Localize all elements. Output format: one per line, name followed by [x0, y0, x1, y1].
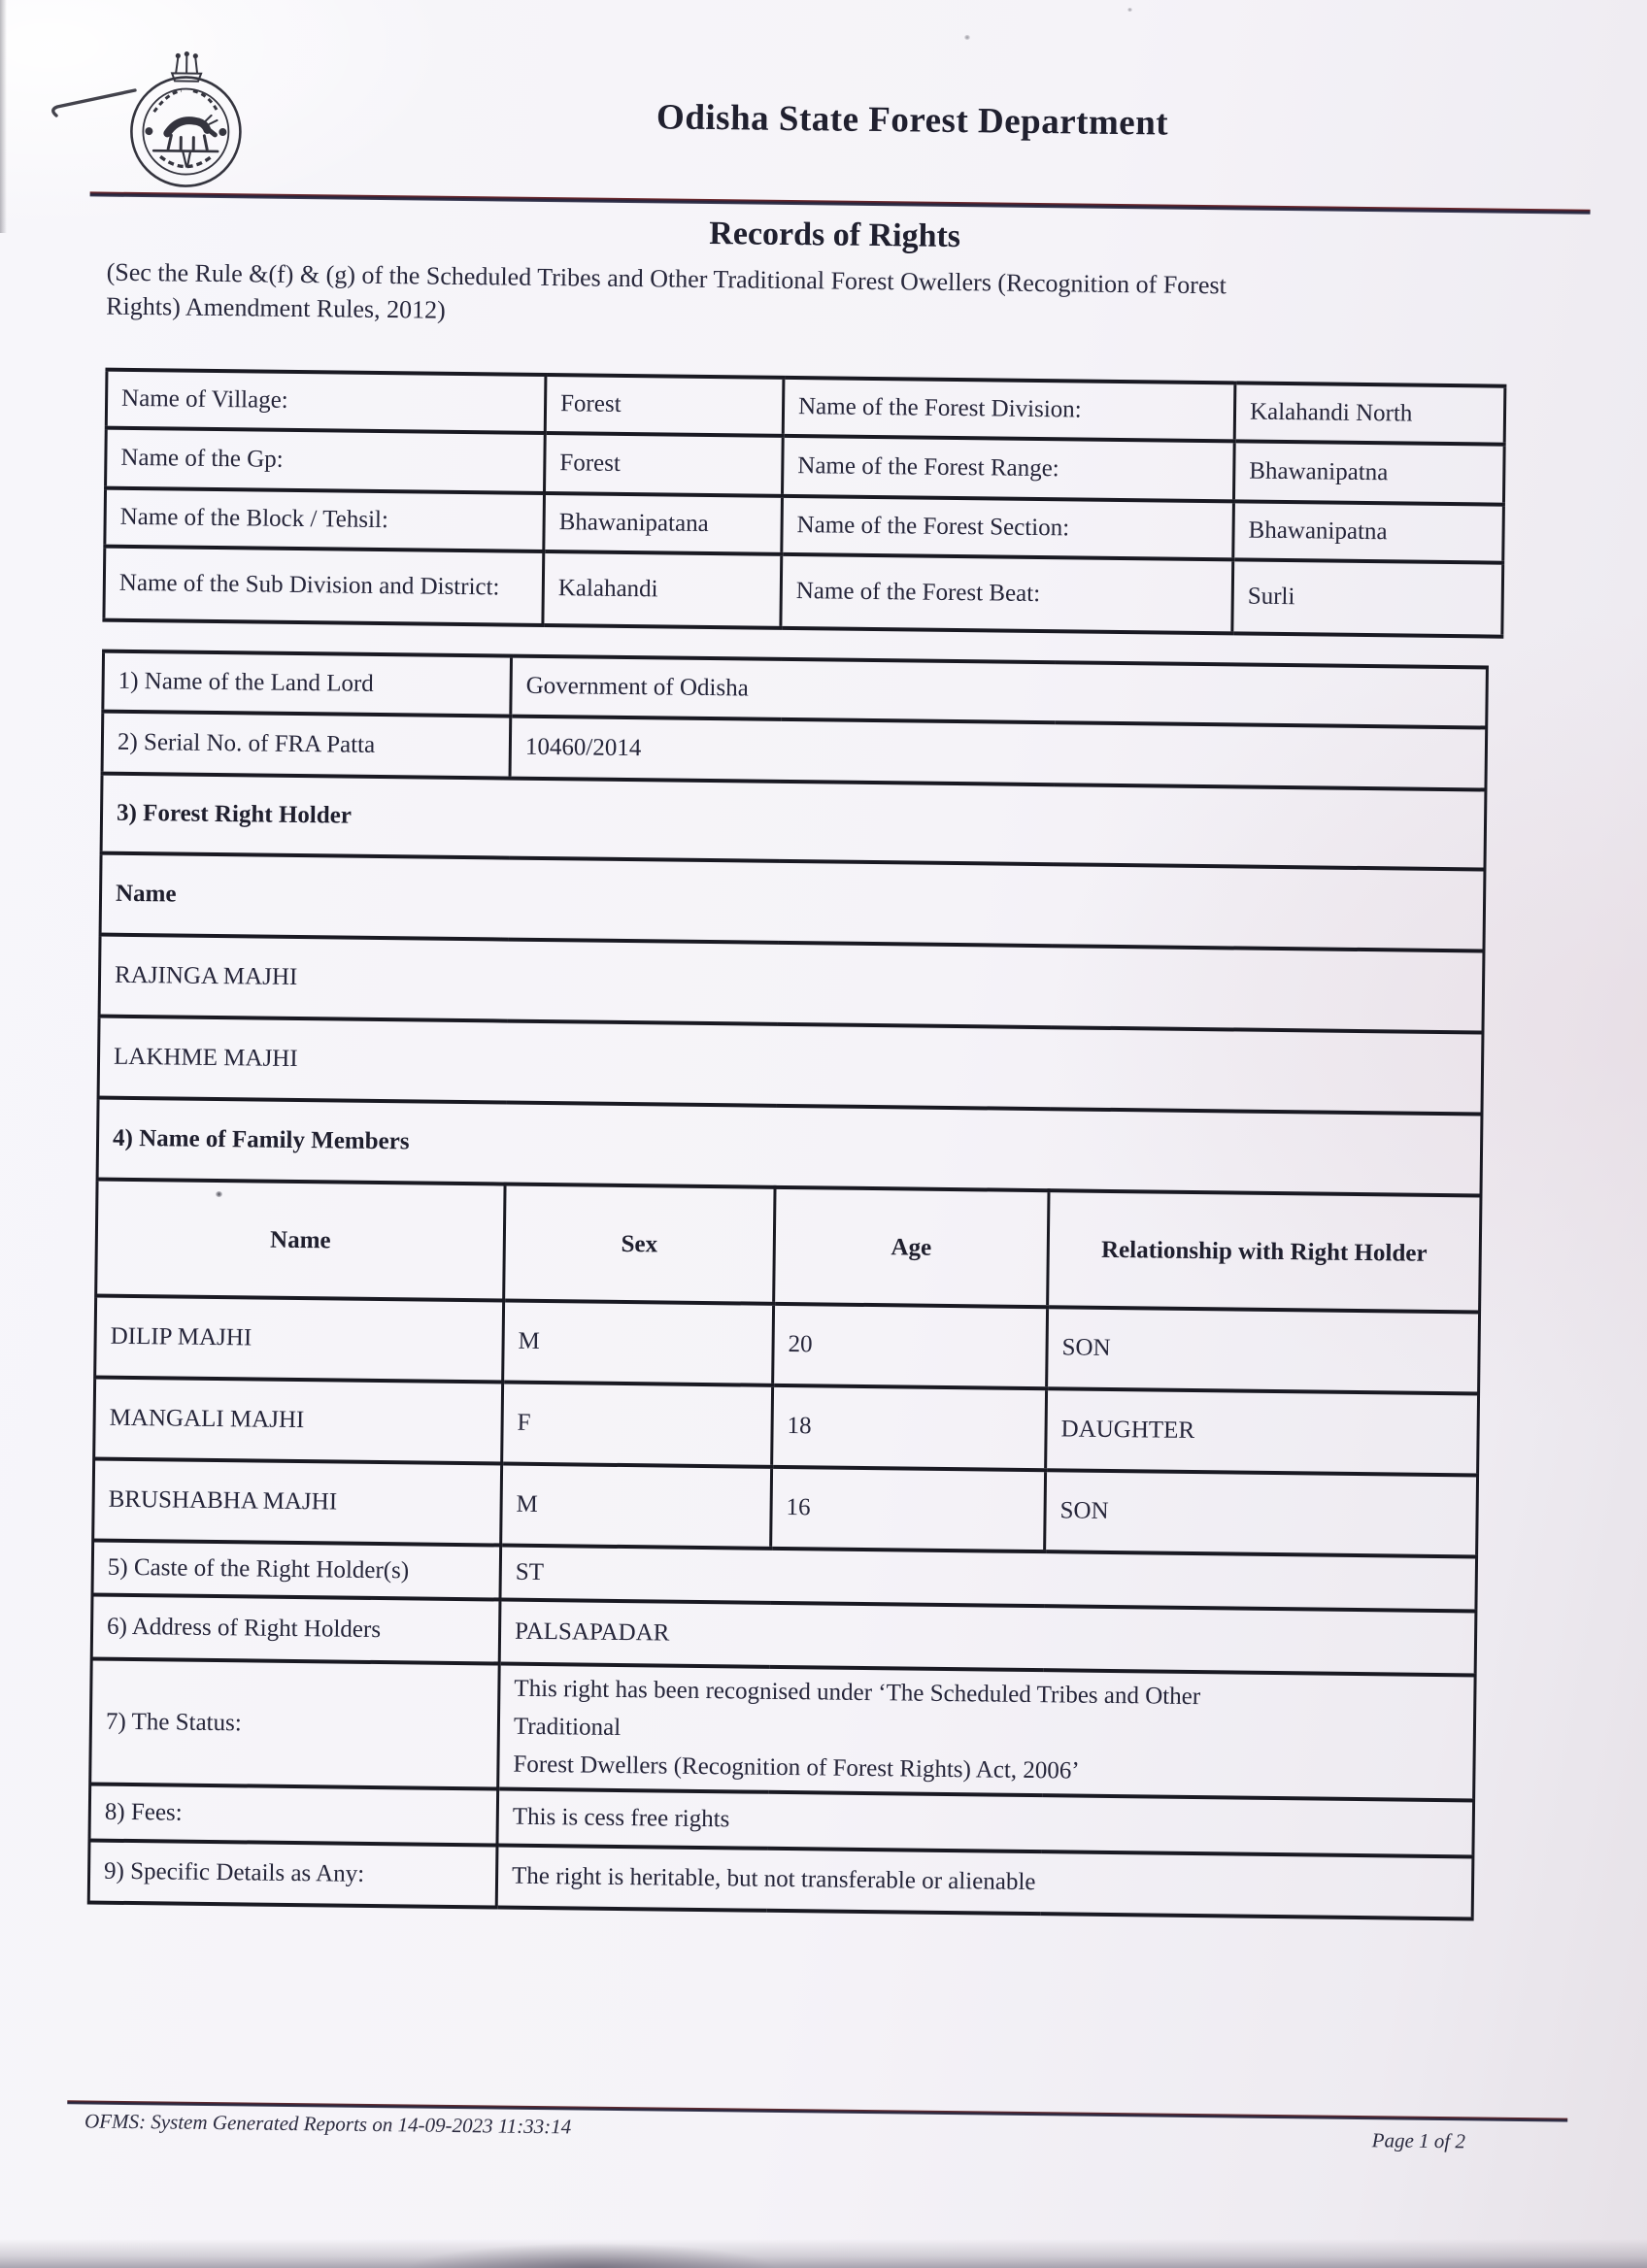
cell-label: Name of the Gp:: [106, 428, 546, 493]
cell-label: Name of the Forest Division:: [783, 378, 1235, 442]
cell-value: Forest: [545, 433, 784, 496]
cell-label: Name of the Forest Beat:: [781, 554, 1233, 634]
document-subtitle: [106, 255, 1534, 340]
table-row: [104, 547, 1503, 637]
cell-label: 9) Specific Details as Any:: [88, 1841, 497, 1908]
section-heading-forest-right-holder: 3) Forest Right Holder: [101, 774, 1486, 870]
scan-speck: [216, 1191, 222, 1197]
member-name: BRUSHABHA MAJHI: [93, 1459, 502, 1546]
family-table-header-row: [96, 1180, 1481, 1313]
member-relationship: SON: [1045, 1470, 1478, 1556]
cell-value: Surli: [1232, 559, 1503, 636]
status-line: Forest Dwellers (Recognition of Forest Rights) Act, 2006’: [513, 1751, 1080, 1784]
holder-name: LAKHME MAJHI: [98, 1017, 1483, 1115]
member-relationship: SON: [1047, 1307, 1480, 1393]
header-rule: [90, 191, 1591, 214]
member-age: 20: [773, 1304, 1048, 1388]
holder-name-header: Name: [100, 853, 1485, 951]
rights-table: [87, 650, 1489, 1921]
member-name: MANGALI MAJHI: [94, 1378, 503, 1464]
member-name: DILIP MAJHI: [95, 1296, 504, 1383]
cell-label: Name of the Block / Tehsil:: [105, 488, 545, 551]
cell-value: Government of Odisha: [511, 656, 1488, 728]
cell-label: 2) Serial No. of FRA Patta: [102, 712, 511, 779]
cell-value: Kalahandi North: [1234, 383, 1505, 444]
cell-value: Kalahandi: [543, 551, 782, 628]
scan-edge-shadow: [0, 0, 7, 233]
member-sex: F: [502, 1383, 773, 1467]
cell-label: Name of the Forest Range:: [782, 436, 1234, 502]
location-table: [102, 368, 1506, 639]
cell-value: The right is heritable, but not transferable or alienable: [496, 1845, 1473, 1918]
member-sex: M: [503, 1301, 774, 1385]
cell-label: Name of Village:: [106, 370, 546, 433]
cell-label: 1) Name of the Land Lord: [103, 651, 512, 717]
member-relationship: DAUGHTER: [1046, 1388, 1479, 1475]
column-header-age: Age: [774, 1187, 1049, 1307]
table-row: [90, 1659, 1475, 1801]
cell-label: 5) Caste of the Right Holder(s): [92, 1541, 501, 1600]
member-age: 18: [772, 1385, 1047, 1470]
cell-value: Forest: [545, 375, 784, 436]
status-line: This right has been recognised under ‘The Scheduled Tribes and Other: [514, 1675, 1201, 1711]
cell-label: 8) Fees:: [89, 1784, 498, 1846]
cell-value: ST: [500, 1546, 1477, 1612]
subtitle-line: (Sec the Rule &(f) & (g) of the Scheduled Tribes and Other Traditional Forest Owellers (Recognition of Forest: [106, 257, 1227, 300]
cell-value: PALSAPADAR: [499, 1600, 1476, 1676]
cell-label: Name of the Sub Division and District:: [104, 547, 544, 625]
scan-bottom-edge: [0, 2239, 1647, 2268]
footer-generated-text: OFMS: System Generated Reports on 14-09-2023 11:33:14: [84, 2109, 572, 2139]
status-line: Traditional: [513, 1713, 622, 1741]
scan-speck: [1127, 8, 1132, 12]
footer-page-number: Page 1 of 2: [1371, 2128, 1466, 2153]
scan-speck: [964, 35, 970, 40]
cell-value: Bhawanipatna: [1233, 501, 1504, 562]
cell-value: 10460/2014: [510, 717, 1487, 790]
page-title: Records of Rights: [709, 215, 961, 255]
section-heading-family-members: 4) Name of Family Members: [97, 1098, 1482, 1196]
cell-value: Bhawanipatna: [1233, 441, 1504, 504]
pen-scratch-mark: [50, 83, 143, 127]
subtitle-line: Rights) Amendment Rules, 2012): [106, 291, 446, 324]
column-header-relationship: Relationship with Right Holder: [1048, 1190, 1481, 1312]
column-header-name: Name: [96, 1180, 505, 1301]
cell-label: 7) The Status:: [90, 1659, 500, 1789]
department-title: Odisha State Forest Department: [655, 97, 1169, 144]
cell-value: This is cess free rights: [497, 1789, 1474, 1857]
cell-value-status: [498, 1664, 1475, 1801]
cell-value: Bhawanipatana: [544, 493, 783, 554]
column-header-sex: Sex: [504, 1184, 775, 1304]
member-sex: M: [501, 1464, 772, 1549]
holder-name: RAJINGA MAJHI: [99, 935, 1484, 1033]
cell-label: Name of the Forest Section:: [782, 496, 1234, 560]
member-age: 16: [771, 1467, 1046, 1551]
cell-label: 6) Address of Right Holders: [91, 1595, 500, 1664]
